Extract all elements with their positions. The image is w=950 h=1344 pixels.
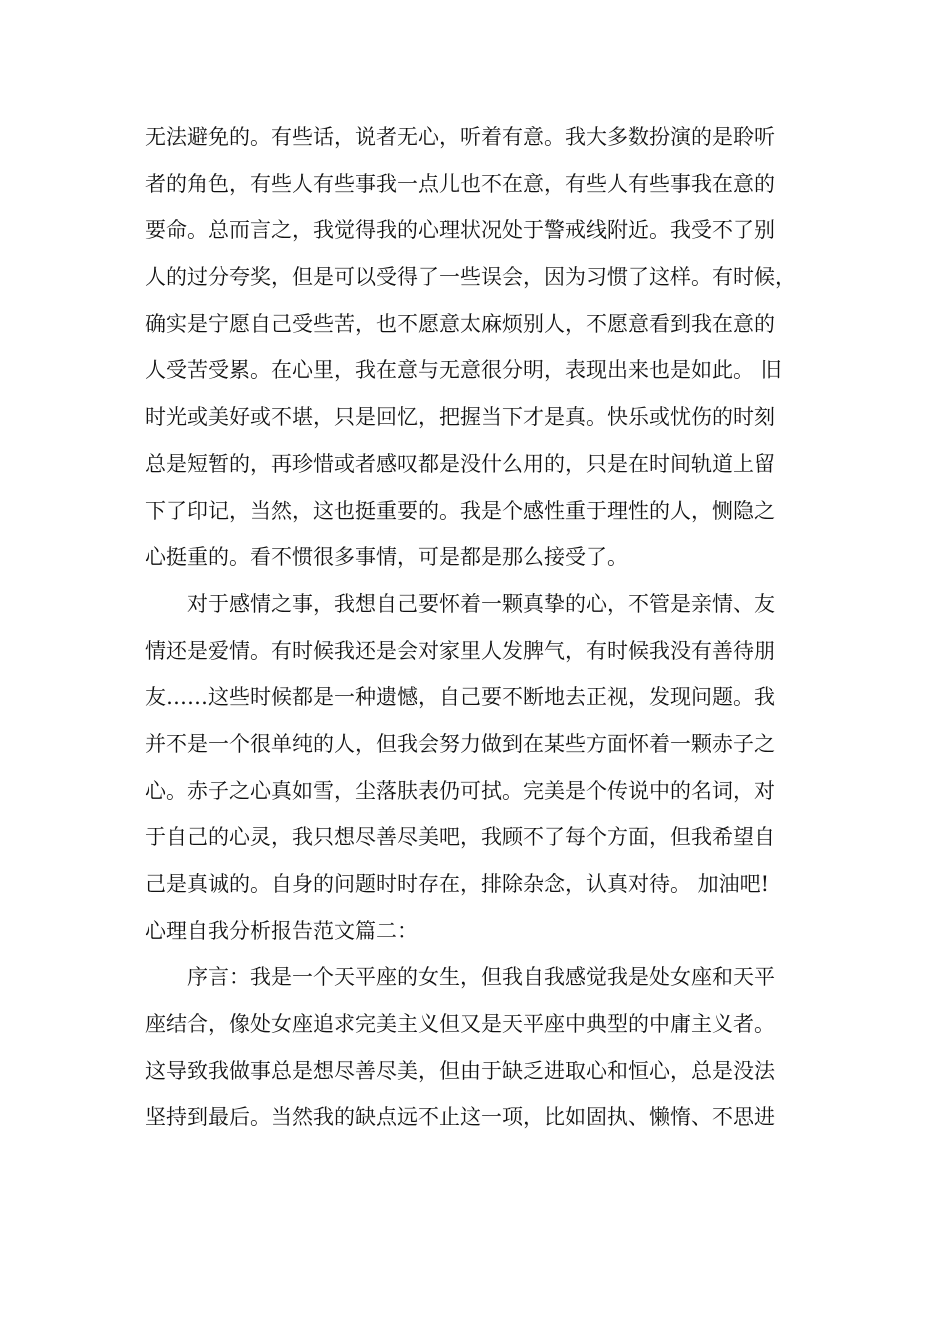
text-line: 心。赤子之心真如雪，尘落肤表仍可拭。完美是个传说中的名词，对 bbox=[145, 778, 775, 803]
text-line: 这导致我做事总是想尽善尽美，但由于缺乏进取心和恒心，总是没法 bbox=[145, 1058, 775, 1083]
text-line: 人的过分夸奖，但是可以受得了一些误会，因为习惯了这样。有时候， bbox=[145, 265, 796, 290]
text-line: 己是真诚的。自身的问题时时存在，排除杂念，认真对待。 加油吧! bbox=[145, 872, 770, 896]
text-line: 时光或美好或不堪，只是回忆，把握当下才是真。快乐或忧伤的时刻 bbox=[145, 405, 775, 430]
text-line: 无法避免的。有些话，说者无心，听着有意。我大多数扮演的是聆听 bbox=[145, 125, 775, 149]
text-line: 于自己的心灵，我只想尽善尽美吧，我顾不了每个方面，但我希望自 bbox=[145, 825, 775, 850]
text-line: 人受苦受累。在心里，我在意与无意很分明，表现出来也是如此。 旧 bbox=[145, 358, 782, 383]
document-body bbox=[145, 114, 810, 1141]
text-line: 总是短暂的，再珍惜或者感叹都是没什么用的，只是在时间轨道上留 bbox=[145, 451, 775, 476]
text-line: 心挺重的。看不惯很多事情，可是都是那么接受了。 bbox=[145, 545, 628, 570]
section-heading: 心理自我分析报告范文篇二： bbox=[145, 918, 418, 943]
paragraph-start-line: 序言：我是一个天平座的女生，但我自我感觉我是处女座和天平 bbox=[187, 965, 775, 990]
text-line: 并不是一个很单纯的人，但我会努力做到在某些方面怀着一颗赤子之 bbox=[145, 731, 775, 756]
text-line: 要命。总而言之，我觉得我的心理状况处于警戒线附近。我受不了别 bbox=[145, 218, 775, 243]
text-line: 确实是宁愿自己受些苦，也不愿意太麻烦别人，不愿意看到我在意的 bbox=[145, 311, 775, 336]
text-line: 下了印记，当然，这也挺重要的。我是个感性重于理性的人，恻隐之 bbox=[145, 498, 775, 523]
text-line: 者的角色，有些人有些事我一点儿也不在意，有些人有些事我在意的 bbox=[145, 171, 775, 196]
text-line: 座结合，像处女座追求完美主义但又是天平座中典型的中庸主义者。 bbox=[145, 1012, 775, 1037]
paragraph-start-line: 对于感情之事，我想自己要怀着一颗真挚的心，不管是亲情、友 bbox=[187, 591, 775, 616]
text-line: 坚持到最后。当然我的缺点远不止这一项，比如固执、懒惰、不思进 bbox=[145, 1105, 775, 1130]
text-line: 情还是爱情。有时候我还是会对家里人发脾气，有时候我没有善待朋 bbox=[145, 638, 775, 663]
text-line: 友……这些时候都是一种遗憾，自己要不断地去正视，发现问题。我 bbox=[145, 685, 775, 710]
